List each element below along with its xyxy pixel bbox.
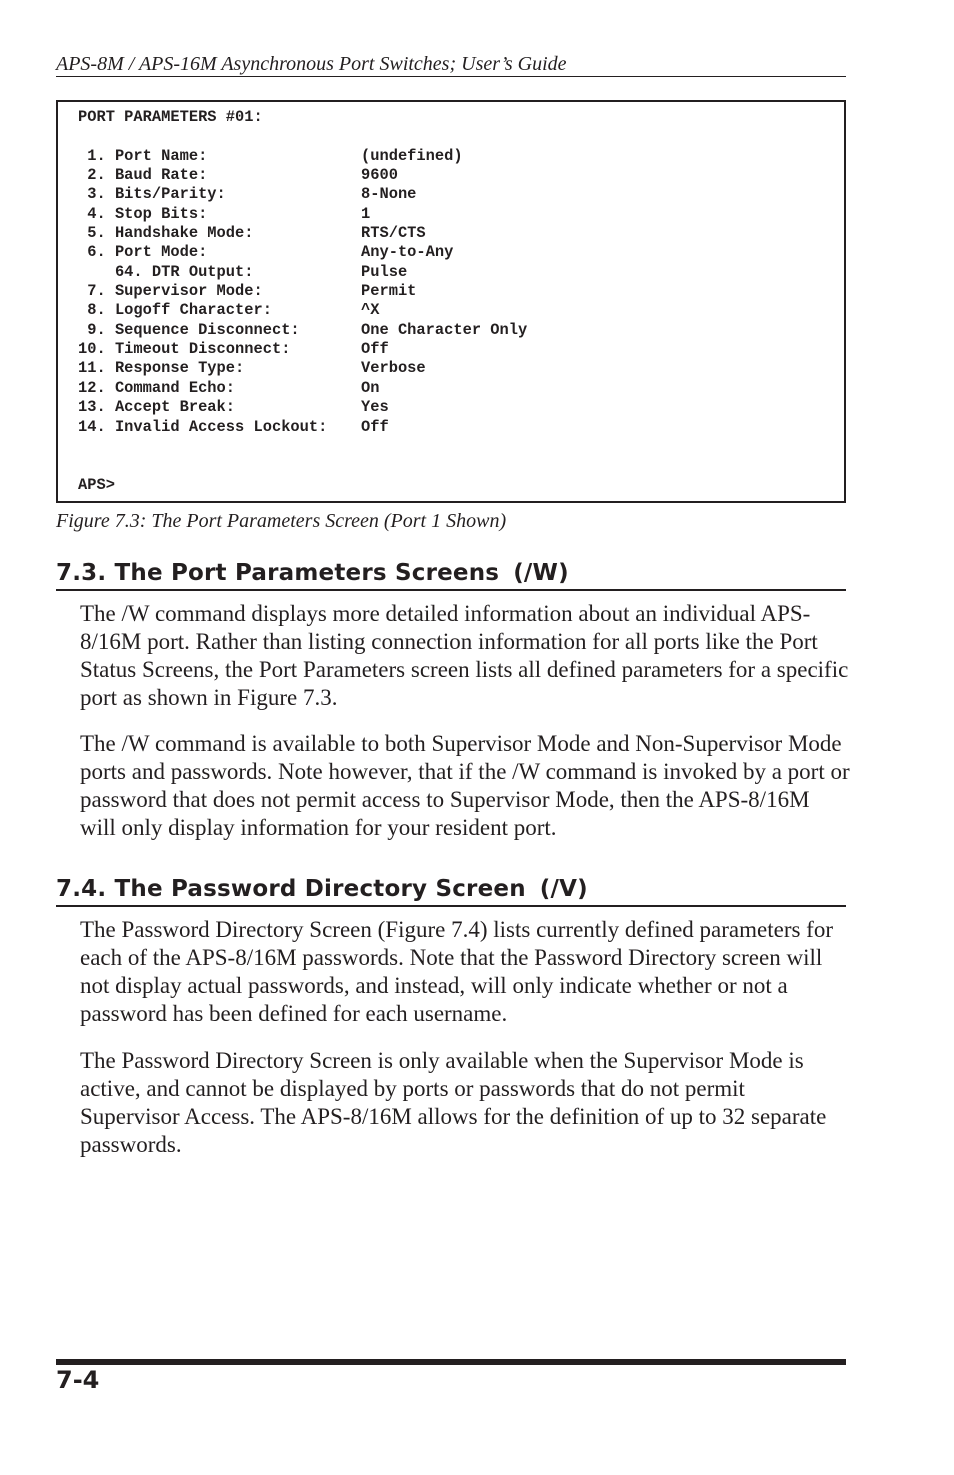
screen-prompt: APS>	[78, 475, 115, 494]
screen-row-value: 8-None	[361, 185, 417, 204]
port-parameters-screen	[56, 100, 846, 503]
section-7-4-heading	[56, 874, 846, 904]
screen-row	[78, 282, 527, 301]
section-title: 7.3. The Port Parameters Screens	[56, 560, 500, 586]
screen-row-label: 64. DTR Output:	[78, 262, 254, 281]
screen-row-value: Permit	[361, 282, 417, 301]
screen-row-value: Any-to-Any	[361, 243, 454, 262]
screen-row-label: 10. Timeout Disconnect:	[78, 340, 291, 359]
body-paragraph: The Password Directory Screen is only available when the Supervisor Mode is active, and cannot be displayed by ports or passwords that do not permit Supervisor Access. The APS-8/16M allows for the definition of up to 32 separate passwords.	[80, 1048, 827, 1157]
section-7-3-heading	[56, 558, 846, 588]
screen-blank-line	[78, 437, 527, 456]
screen-row-value: Yes	[361, 398, 389, 417]
screen-row-value: On	[361, 378, 380, 397]
screen-row-value: One Character Only	[361, 320, 528, 339]
body-paragraph: The Password Directory Screen (Figure 7.4) lists currently defined parameters for each of the APS-8/16M passwords. Note that the Password Directory screen will not display actual passwords, and instead, will only indicate whether or not a password has been defined for each username.	[80, 917, 834, 1026]
screen-title: PORT PARAMETERS #01:	[78, 108, 263, 126]
screen-row-label: 7. Supervisor Mode:	[78, 282, 263, 301]
running-head-rule	[56, 76, 846, 77]
screen-row-label: 13. Accept Break:	[78, 398, 236, 417]
screen-row-label: 5. Handshake Mode:	[78, 224, 254, 243]
screen-row-label: 1. Port Name:	[78, 146, 208, 165]
screen-text	[78, 108, 527, 495]
screen-row-value: 1	[361, 204, 371, 223]
page-number: 7-4	[56, 1366, 100, 1394]
section-7-4-rule	[56, 905, 846, 907]
screen-row-value: (undefined)	[361, 146, 463, 165]
screen-row-label: 9. Sequence Disconnect:	[78, 320, 300, 339]
screen-row	[78, 263, 527, 282]
screen-blank-line	[78, 456, 527, 475]
screen-row	[78, 359, 527, 378]
section-title: 7.4. The Password Directory Screen	[56, 876, 526, 902]
screen-row	[78, 340, 527, 359]
screen-row	[78, 205, 527, 224]
section-7-3-rule	[56, 589, 846, 591]
screen-row	[78, 321, 527, 340]
screen-row-label: 6. Port Mode:	[78, 243, 208, 262]
section-command: (/V)	[539, 876, 588, 902]
screen-row	[78, 398, 527, 417]
body-paragraph: The /W command displays more detailed information about an individual APS-8/16M port. Rather than listing connection information for all ports like the Port Status Screens, the Port Parameters screen lists all defined parameters for a specific port as shown in Figure 7.3.	[80, 601, 849, 710]
screen-row	[78, 147, 527, 166]
body-paragraph: The /W command is available to both Supervisor Mode and Non-Supervisor Mode ports and passwords. Note however, that if the /W command is invoked by a port or password that does not permit access to Supervisor Mode, then the APS-8/16M will only display information for your resident port.	[80, 731, 850, 840]
running-head: APS-8M / APS-16M Asynchronous Port Switches; User’s Guide	[56, 53, 567, 75]
screen-row-label: 2. Baud Rate:	[78, 166, 208, 185]
screen-row-value: 9600	[361, 166, 398, 185]
screen-row	[78, 418, 527, 437]
screen-row-value: Verbose	[361, 359, 426, 378]
screen-row	[78, 224, 527, 243]
screen-row-value: RTS/CTS	[361, 224, 426, 243]
footer-rule	[56, 1359, 846, 1365]
screen-row	[78, 166, 527, 185]
screen-row-label: 11. Response Type:	[78, 359, 245, 378]
screen-row-value: Off	[361, 340, 389, 359]
screen-row	[78, 379, 527, 398]
screen-row	[78, 185, 527, 204]
screen-row-value: ^X	[361, 301, 380, 320]
figure-caption: Figure 7.3: The Port Parameters Screen (Port 1 Shown)	[56, 510, 507, 532]
screen-row	[78, 243, 527, 262]
screen-row-label: 12. Command Echo:	[78, 378, 236, 397]
screen-row-label: 3. Bits/Parity:	[78, 185, 226, 204]
screen-row-label: 4. Stop Bits:	[78, 204, 208, 223]
screen-row-value: Off	[361, 417, 389, 436]
screen-row-value: Pulse	[361, 262, 408, 281]
screen-row-label: 14. Invalid Access Lockout:	[78, 417, 328, 436]
screen-blank-line	[78, 127, 527, 146]
screen-row	[78, 301, 527, 320]
section-command: (/W)	[513, 560, 569, 586]
screen-row-label: 8. Logoff Character:	[78, 301, 272, 320]
